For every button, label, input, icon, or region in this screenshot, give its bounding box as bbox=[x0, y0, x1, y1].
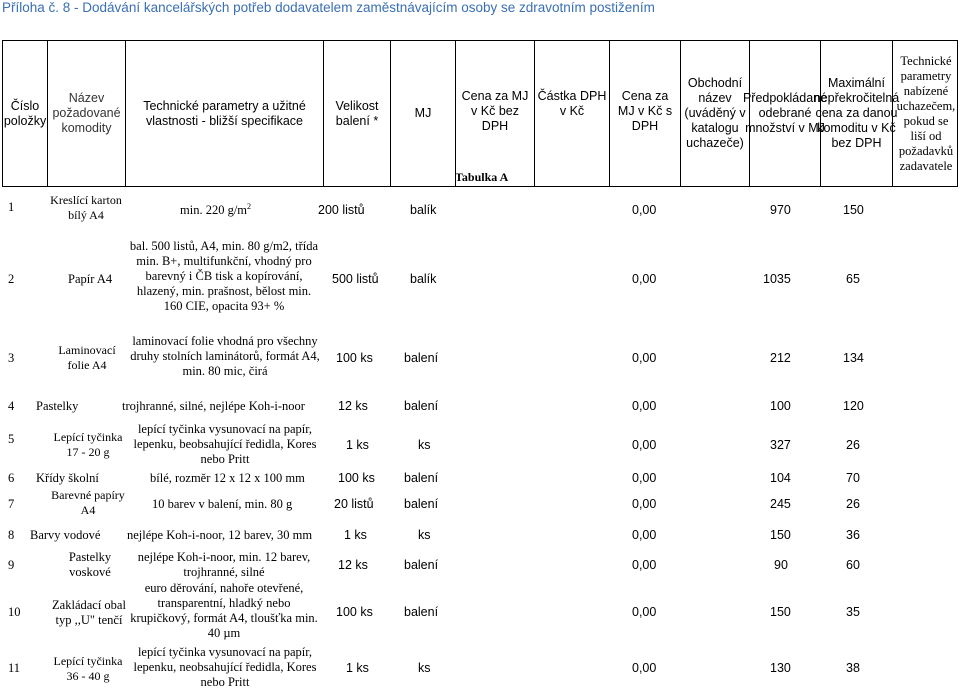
header-castka-dph: Částka DPH v Kč bbox=[535, 41, 610, 186]
row-name: Kreslící karton bílý A4 bbox=[50, 193, 122, 222]
row-price: 0,00 bbox=[632, 203, 657, 217]
row-name: Lepící tyčinka 17 - 20 g bbox=[53, 430, 123, 459]
row-number: 3 bbox=[8, 351, 15, 365]
row-name: Barevné papíry A4 bbox=[51, 488, 125, 517]
row-spec: laminovací folie vhodná pro všechny druhy stolních laminátorů, formát A4, min. 80 mic, čirá bbox=[130, 334, 320, 378]
row-price: 0,00 bbox=[632, 399, 657, 413]
row-qty: 970 bbox=[770, 203, 791, 217]
row-mj: ks bbox=[418, 528, 431, 542]
row-number: 6 bbox=[8, 471, 15, 485]
row-size: 100 ks bbox=[336, 351, 373, 365]
row-price: 0,00 bbox=[632, 558, 657, 572]
row-number: 8 bbox=[8, 528, 15, 542]
row-qty: 150 bbox=[770, 605, 791, 619]
row-number: 11 bbox=[8, 661, 21, 675]
row-size: 20 listů bbox=[334, 497, 374, 511]
row-number: 5 bbox=[8, 432, 15, 446]
row-name: Zakládací obal typ ,,U" tenčí bbox=[52, 598, 126, 627]
row-price: 0,00 bbox=[632, 661, 657, 675]
row-name: Pastelky bbox=[36, 399, 79, 413]
row-size: 1 ks bbox=[344, 528, 367, 542]
row-qty: 327 bbox=[770, 438, 791, 452]
row-spec: bílé, rozměr 12 x 12 x 100 mm bbox=[150, 471, 305, 485]
row-mj: balení bbox=[404, 497, 439, 511]
header-obchodni-nazev: Obchodní název (uváděný v katalogu uchazeče) bbox=[681, 41, 750, 186]
table-label: Tabulka A bbox=[455, 170, 509, 184]
row-price: 0,00 bbox=[632, 351, 657, 365]
row-spec: euro děrování, nahoře otevřené, transparentní, hladký nebo krupičkový, formát A4, tloušťka min. 40 µm bbox=[130, 581, 318, 640]
row-max: 38 bbox=[846, 661, 860, 675]
header-velikost: Velikost balení * bbox=[324, 41, 391, 186]
row-qty: 104 bbox=[770, 471, 791, 485]
row-qty: 245 bbox=[770, 497, 791, 511]
row-qty: 130 bbox=[770, 661, 791, 675]
row-qty: 100 bbox=[770, 399, 791, 413]
row-max: 36 bbox=[846, 528, 860, 542]
row-number: 9 bbox=[8, 558, 15, 572]
row-max: 26 bbox=[846, 497, 860, 511]
row-name: Papír A4 bbox=[68, 272, 113, 286]
row-size: 200 listů bbox=[318, 203, 365, 217]
row-name: Lepící tyčinka 36 - 40 g bbox=[53, 654, 123, 683]
row-max: 70 bbox=[846, 471, 860, 485]
header-cena-bez-dph: Cena za MJ v Kč bez DPH bbox=[456, 41, 535, 186]
header-maximalni: Maximální nepřekročitelná cena za danou komoditu v Kč bez DPH bbox=[821, 41, 893, 186]
row-size: 100 ks bbox=[336, 605, 373, 619]
row-mj: ks bbox=[418, 661, 431, 675]
row-size: 1 ks bbox=[346, 661, 369, 675]
row-mj: balík bbox=[410, 272, 437, 286]
row-price: 0,00 bbox=[632, 497, 657, 511]
row-max: 65 bbox=[846, 272, 860, 286]
row-mj: balení bbox=[404, 471, 439, 485]
row-qty: 150 bbox=[770, 528, 791, 542]
row-price: 0,00 bbox=[632, 605, 657, 619]
header-nazev: Název požadované komodity bbox=[48, 41, 126, 186]
row-size: 500 listů bbox=[332, 272, 379, 286]
row-qty: 212 bbox=[770, 351, 791, 365]
row-name: Barvy vodové bbox=[30, 528, 101, 542]
row-mj: balík bbox=[410, 203, 437, 217]
row-qty: 1035 bbox=[763, 272, 791, 286]
row-max: 35 bbox=[846, 605, 860, 619]
header-parametry: Technické parametry a užitné vlastnosti - bližší specifikace bbox=[126, 41, 324, 186]
row-size: 12 ks bbox=[338, 558, 368, 572]
row-max: 60 bbox=[846, 558, 860, 572]
row-spec: bal. 500 listů, A4, min. 80 g/m2, třída min. B+, multifunkční, vhodný pro barevný i ČB tisk a kopírování, hlazený, min. prašnost, bělost min. 160 CIE, opacita 93+ % bbox=[129, 239, 319, 313]
row-mj: balení bbox=[404, 558, 439, 572]
row-price: 0,00 bbox=[632, 471, 657, 485]
row-spec: nejlépe Koh-i-noor, 12 barev, 30 mm bbox=[127, 528, 313, 542]
row-price: 0,00 bbox=[632, 438, 657, 452]
header-technicke: Technické parametry nabízené uchazečem, pokud se liší od požadavků zadavatele bbox=[896, 53, 956, 173]
row-mj: balení bbox=[404, 605, 439, 619]
row-number: 10 bbox=[8, 605, 21, 619]
row-mj: balení bbox=[404, 351, 439, 365]
row-size: 100 ks bbox=[338, 471, 375, 485]
row-max: 26 bbox=[846, 438, 860, 452]
row-mj: balení bbox=[404, 399, 439, 413]
header-predpokladane: Předpokládané odebrané množství v MJ bbox=[750, 41, 821, 186]
row-number: 7 bbox=[8, 497, 15, 511]
row-spec: lepící tyčinka vysunovací na papír, lepenku, beobsahující ředidla, Kores nebo Pritt bbox=[133, 422, 317, 466]
row-number: 1 bbox=[8, 200, 15, 214]
row-number: 2 bbox=[8, 272, 15, 286]
row-max: 150 bbox=[843, 203, 864, 217]
row-size: 12 ks bbox=[338, 399, 368, 413]
row-price: 0,00 bbox=[632, 272, 657, 286]
row-name: Laminovací folie A4 bbox=[58, 343, 116, 372]
table-header bbox=[2, 40, 958, 187]
row-spec: lepící tyčinka vysunovací na papír, lepenku, neobsahující ředidla, Kores nebo Pritt bbox=[133, 645, 317, 689]
header-mj: MJ bbox=[391, 41, 456, 186]
row-price: 0,00 bbox=[632, 528, 657, 542]
document-title: Příloha č. 8 - Dodávání kancelářských potřeb dodavatelem zaměstnávajícím osoby se zdravotním postižením bbox=[2, 0, 655, 15]
row-mj: ks bbox=[418, 438, 431, 452]
row-name: Pastelky voskové bbox=[68, 550, 112, 579]
row-spec: 10 barev v balení, min. 80 g bbox=[152, 497, 293, 511]
row-max: 120 bbox=[843, 399, 864, 413]
row-qty: 90 bbox=[774, 558, 788, 572]
row-size: 1 ks bbox=[346, 438, 369, 452]
row-spec: trojhranné, silné, nejlépe Koh-i-noor bbox=[122, 399, 305, 413]
row-spec: nejlépe Koh-i-noor, min. 12 barev, trojhranné, silné bbox=[137, 550, 311, 579]
header-cislo: Číslo položky bbox=[3, 41, 48, 186]
row-spec: min. 220 $g/m^2$ bbox=[180, 201, 252, 217]
row-number: 4 bbox=[8, 399, 15, 413]
row-max: 134 bbox=[843, 351, 864, 365]
header-cena-s-dph: Cena za MJ v Kč s DPH bbox=[610, 41, 681, 186]
row-name: Křídy školní bbox=[36, 471, 99, 485]
